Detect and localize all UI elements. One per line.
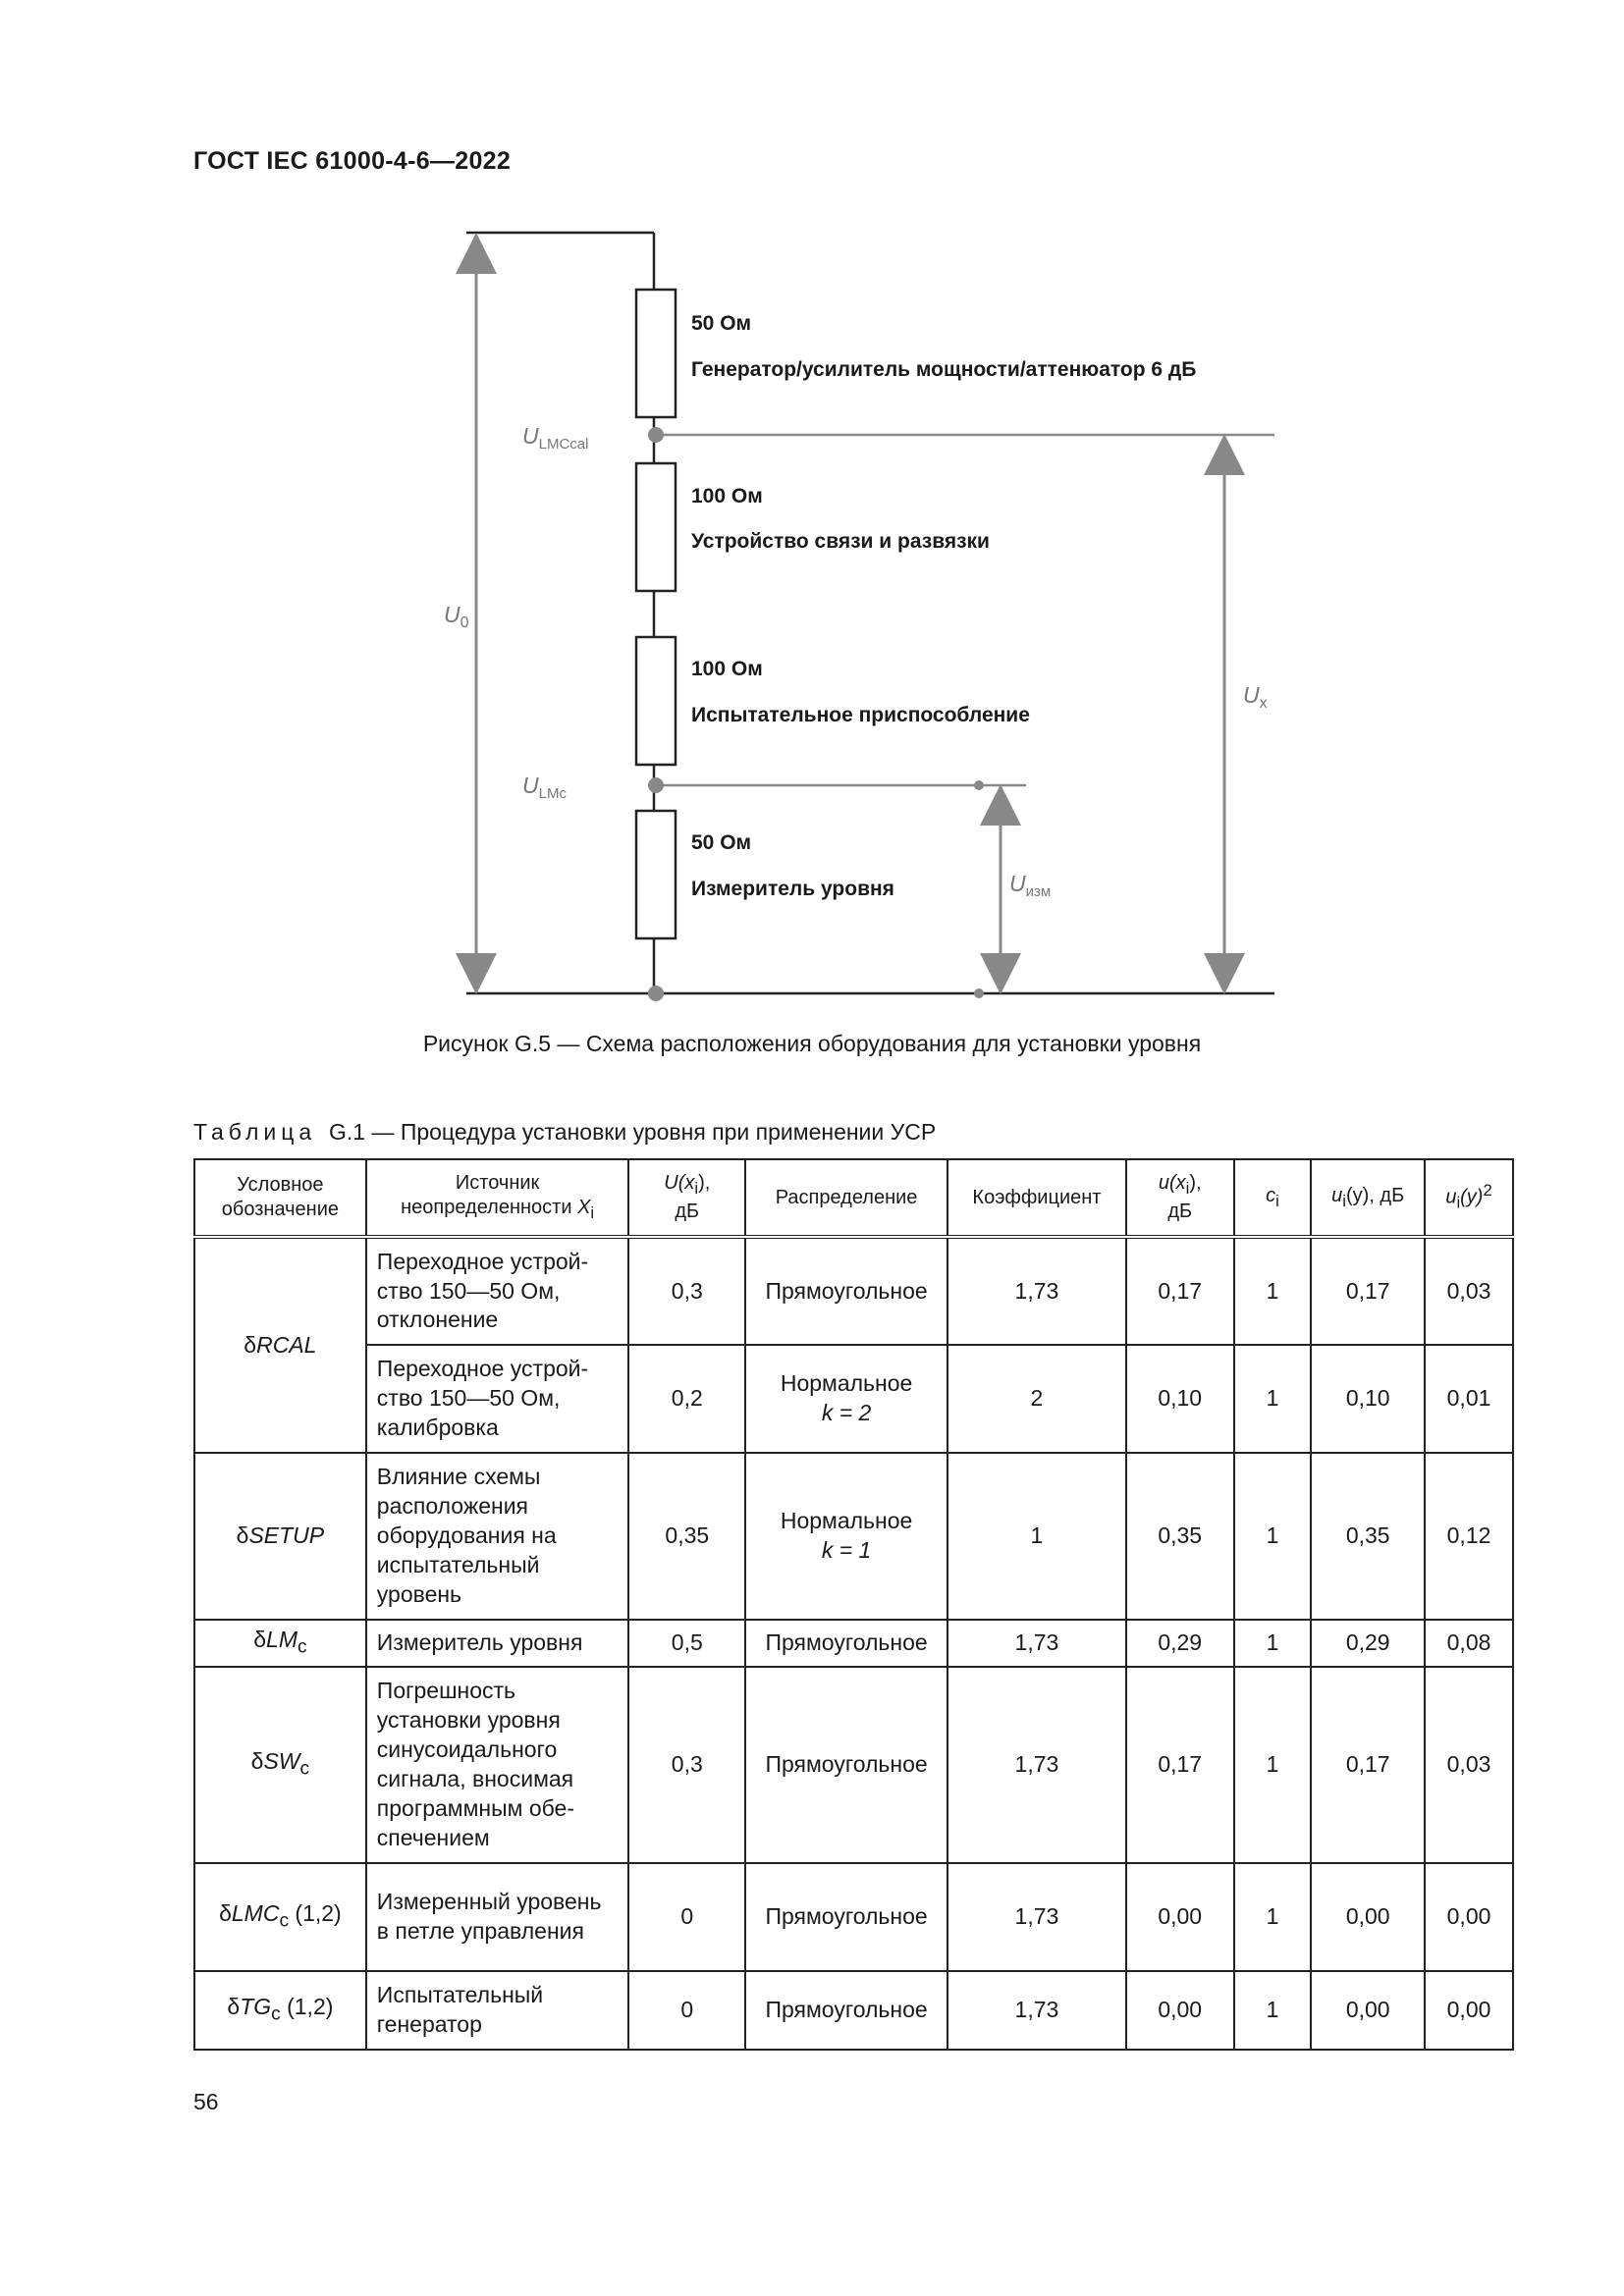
row-u: 0,2 <box>628 1345 745 1453</box>
header-standard-u: $u(x_i)$, дБ <box>1126 1159 1234 1237</box>
row-ci: 1 <box>1234 1971 1312 2050</box>
row-coefficient: 1,73 <box>947 1971 1126 2050</box>
row-ci: 1 <box>1234 1863 1312 1971</box>
ulmccal-label: $U_{LMCcal}$ <box>522 423 589 453</box>
row-u: 0,3 <box>628 1667 745 1863</box>
resistor-meter <box>636 811 676 938</box>
row-uiy: 0,00 <box>1311 1971 1425 2050</box>
component-3-value: 100 Ом <box>691 658 763 680</box>
row-symbol: δLMC$_c$ (1,2) <box>194 1863 366 1971</box>
header-u: $U(x_i)$, дБ <box>628 1159 745 1237</box>
table-row <box>194 1620 1513 1667</box>
row-source: Переходное устрой-ство 150—50 Ом, калибровка <box>366 1345 629 1453</box>
row-coefficient: 1,73 <box>947 1237 1126 1345</box>
ulmc-label: $U_{LMc}$ <box>522 773 567 802</box>
table-row <box>194 1345 1513 1453</box>
row-standard-u: 0,17 <box>1126 1237 1234 1345</box>
row-uiy: 0,00 <box>1311 1863 1425 1971</box>
header-symbol: Условное обозначение <box>194 1159 366 1237</box>
table-row <box>194 1453 1513 1620</box>
component-1-name: Генератор/усилитель мощности/аттенюатор 6 дБ <box>691 358 1197 381</box>
node-lmc <box>648 777 664 793</box>
row-uiy: 0,10 <box>1311 1345 1425 1453</box>
row-uiy: 0,35 <box>1311 1453 1425 1620</box>
row-distribution: Прямоугольное <box>745 1620 947 1667</box>
row-standard-u: 0,10 <box>1126 1345 1234 1453</box>
resistor-generator <box>636 290 676 417</box>
circuit-diagram <box>0 0 1624 1021</box>
row-standard-u: 0,29 <box>1126 1620 1234 1667</box>
header-distribution: Распределение <box>745 1159 947 1237</box>
component-4-name: Измеритель уровня <box>691 878 894 900</box>
table-header-row <box>194 1159 1513 1237</box>
document-header: ГОСТ IEC 61000-4-6—2022 <box>193 147 512 175</box>
table-title <box>193 1119 936 1146</box>
table-row <box>194 1971 1513 2050</box>
row-symbol: δSETUP <box>194 1453 366 1620</box>
table-title-text: G.1 — Процедура установки уровня при применении УСР <box>328 1119 937 1145</box>
row-source: Испытательный генератор <box>366 1971 629 2050</box>
component-3-name: Испытательное приспособление <box>691 704 1030 726</box>
row-source: Измеритель уровня <box>366 1620 629 1667</box>
row-standard-u: 0,00 <box>1126 1971 1234 2050</box>
row-ci: 1 <box>1234 1345 1312 1453</box>
node-bottom-mid <box>974 988 984 998</box>
row-source: Измеренный уровень в петле управления <box>366 1863 629 1971</box>
table-row <box>194 1667 1513 1863</box>
row-distribution: Прямоугольное <box>745 1971 947 2050</box>
row-coefficient: 2 <box>947 1345 1126 1453</box>
row-uiy: 0,29 <box>1311 1620 1425 1667</box>
row-ci: 1 <box>1234 1453 1312 1620</box>
row-uiy2: 0,01 <box>1425 1345 1513 1453</box>
row-symbol: δLM$_c$ <box>194 1620 366 1667</box>
resistor-fixture <box>636 637 676 765</box>
row-distribution: Нормальное k = 2 <box>745 1345 947 1453</box>
header-ci: $c_i$ <box>1234 1159 1312 1237</box>
row-standard-u: 0,35 <box>1126 1453 1234 1620</box>
row-uiy: 0,17 <box>1311 1237 1425 1345</box>
row-uiy2: 0,00 <box>1425 1863 1513 1971</box>
resistor-cdn <box>636 463 676 591</box>
ux-label: $U_x$ <box>1243 682 1268 712</box>
table-row <box>194 1237 1513 1345</box>
header-source: Источник неопределенности $X_i$ <box>366 1159 629 1237</box>
node-lmc-end <box>974 780 984 790</box>
component-1-value: 50 Ом <box>691 312 752 335</box>
row-uiy2: 0,12 <box>1425 1453 1513 1620</box>
row-distribution: Прямоугольное <box>745 1237 947 1345</box>
row-symbol: δRCAL <box>194 1237 366 1453</box>
component-2-value: 100 Ом <box>691 485 763 507</box>
row-ci: 1 <box>1234 1237 1312 1345</box>
u0-label: $U_0$ <box>444 602 469 631</box>
node-bottom <box>648 986 664 1001</box>
row-ci: 1 <box>1234 1620 1312 1667</box>
figure-caption: Рисунок G.5 — Схема расположения оборудования для установки уровня <box>422 1031 1202 1056</box>
table-title-prefix: Таблица <box>193 1119 317 1145</box>
row-uiy2: 0,03 <box>1425 1667 1513 1863</box>
page-number: 56 <box>193 2089 219 2114</box>
table-row <box>194 1863 1513 1971</box>
row-standard-u: 0,17 <box>1126 1667 1234 1863</box>
row-u: 0,3 <box>628 1237 745 1345</box>
header-uiy: $u_i(y)$, дБ <box>1311 1159 1425 1237</box>
component-2-name: Устройство связи и развязки <box>691 530 990 553</box>
row-uiy: 0,17 <box>1311 1667 1425 1863</box>
row-u: 0,5 <box>628 1620 745 1667</box>
row-uiy2: 0,08 <box>1425 1620 1513 1667</box>
row-ci: 1 <box>1234 1667 1312 1863</box>
row-source: Погрешность установки уровня синусоидального сигнала, вносимая программным обе-спечением <box>366 1667 629 1863</box>
node-lmccal <box>648 427 664 443</box>
row-u: 0,35 <box>628 1453 745 1620</box>
row-u: 0 <box>628 1863 745 1971</box>
row-coefficient: 1,73 <box>947 1620 1126 1667</box>
uizm-label: $U_{изм}$ <box>1009 871 1052 900</box>
row-u: 0 <box>628 1971 745 2050</box>
row-distribution: Прямоугольное <box>745 1863 947 1971</box>
row-source: Влияние схемы расположения оборудования на испытательный уровень <box>366 1453 629 1620</box>
row-symbol: δTG$_c$ (1,2) <box>194 1971 366 2050</box>
row-distribution: Прямоугольное <box>745 1667 947 1863</box>
row-standard-u: 0,00 <box>1126 1863 1234 1971</box>
row-coefficient: 1,73 <box>947 1863 1126 1971</box>
row-coefficient: 1 <box>947 1453 1126 1620</box>
row-distribution: Нормальное k = 1 <box>745 1453 947 1620</box>
uncertainty-table <box>193 1158 1514 2051</box>
row-source: Переходное устрой-ство 150—50 Ом, отклонение <box>366 1237 629 1345</box>
row-symbol: δSW$_c$ <box>194 1667 366 1863</box>
component-4-value: 50 Ом <box>691 831 752 854</box>
header-uiy2: $u_i(y)^2$ <box>1425 1159 1513 1237</box>
row-coefficient: 1,73 <box>947 1667 1126 1863</box>
row-uiy2: 0,00 <box>1425 1971 1513 2050</box>
header-coefficient: Коэффициент <box>947 1159 1126 1237</box>
row-uiy2: 0,03 <box>1425 1237 1513 1345</box>
